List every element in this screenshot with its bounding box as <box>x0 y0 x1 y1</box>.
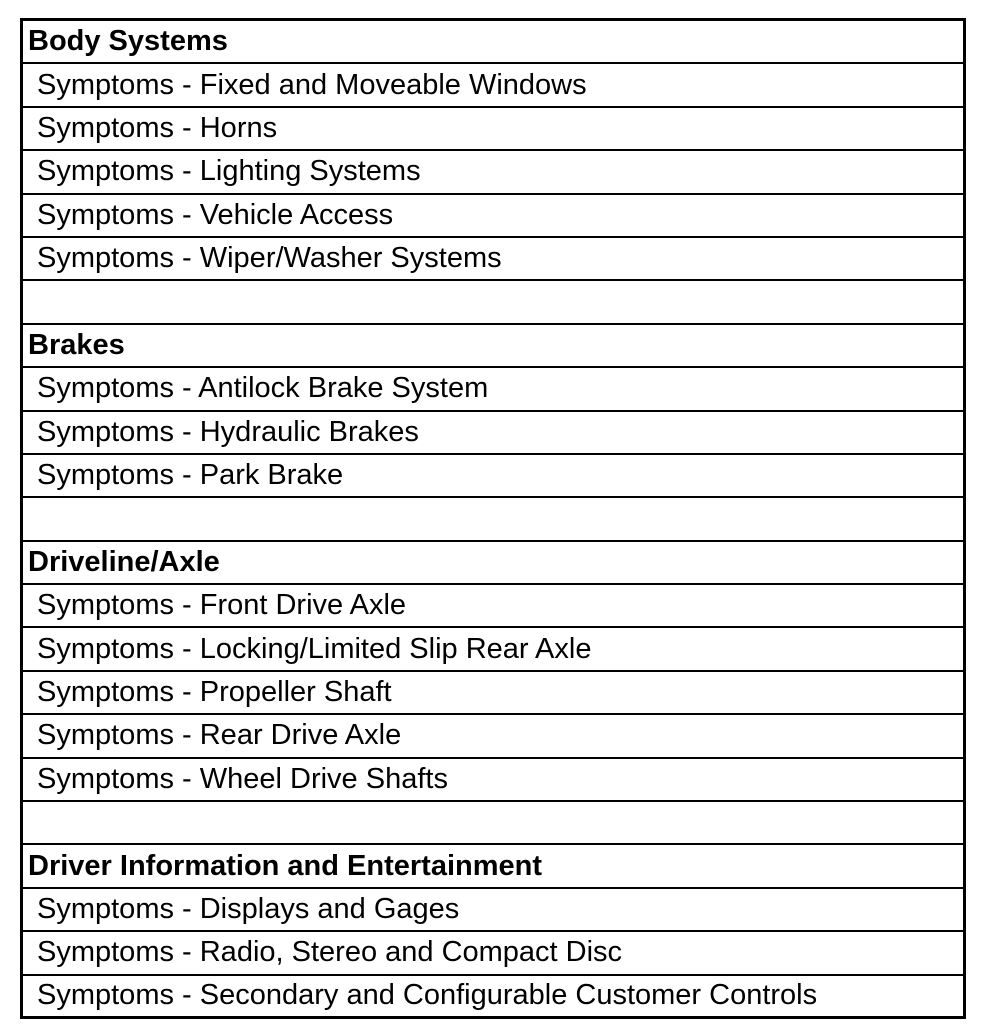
symptom-link-displays-and-gages[interactable]: Symptoms - Displays and Gages <box>23 889 963 932</box>
symptom-link-vehicle-access[interactable]: Symptoms - Vehicle Access <box>23 195 963 238</box>
section-header-driver-information-entertainment: Driver Information and Entertainment <box>23 845 963 888</box>
symptom-link-secondary-configurable-customer-controls[interactable]: Symptoms - Secondary and Configurable Customer Controls <box>23 976 963 1019</box>
symptom-link-fixed-moveable-windows[interactable]: Symptoms - Fixed and Moveable Windows <box>23 64 963 107</box>
spacer-row <box>23 498 963 541</box>
symptom-link-wiper-washer-systems[interactable]: Symptoms - Wiper/Washer Systems <box>23 238 963 281</box>
symptom-link-locking-limited-slip-rear-axle[interactable]: Symptoms - Locking/Limited Slip Rear Axle <box>23 628 963 671</box>
symptom-link-rear-drive-axle[interactable]: Symptoms - Rear Drive Axle <box>23 715 963 758</box>
section-header-driveline-axle: Driveline/Axle <box>23 542 963 585</box>
symptom-link-horns[interactable]: Symptoms - Horns <box>23 108 963 151</box>
symptom-link-park-brake[interactable]: Symptoms - Park Brake <box>23 455 963 498</box>
symptom-link-lighting-systems[interactable]: Symptoms - Lighting Systems <box>23 151 963 194</box>
symptom-link-hydraulic-brakes[interactable]: Symptoms - Hydraulic Brakes <box>23 412 963 455</box>
symptom-link-propeller-shaft[interactable]: Symptoms - Propeller Shaft <box>23 672 963 715</box>
section-header-body-systems: Body Systems <box>23 21 963 64</box>
section-header-brakes: Brakes <box>23 325 963 368</box>
spacer-row <box>23 802 963 845</box>
spacer-row <box>23 281 963 324</box>
symptom-link-antilock-brake-system[interactable]: Symptoms - Antilock Brake System <box>23 368 963 411</box>
symptom-link-front-drive-axle[interactable]: Symptoms - Front Drive Axle <box>23 585 963 628</box>
symptoms-index-table <box>20 18 966 1019</box>
symptom-link-radio-stereo-compact-disc[interactable]: Symptoms - Radio, Stereo and Compact Disc <box>23 932 963 975</box>
symptom-link-wheel-drive-shafts[interactable]: Symptoms - Wheel Drive Shafts <box>23 759 963 802</box>
